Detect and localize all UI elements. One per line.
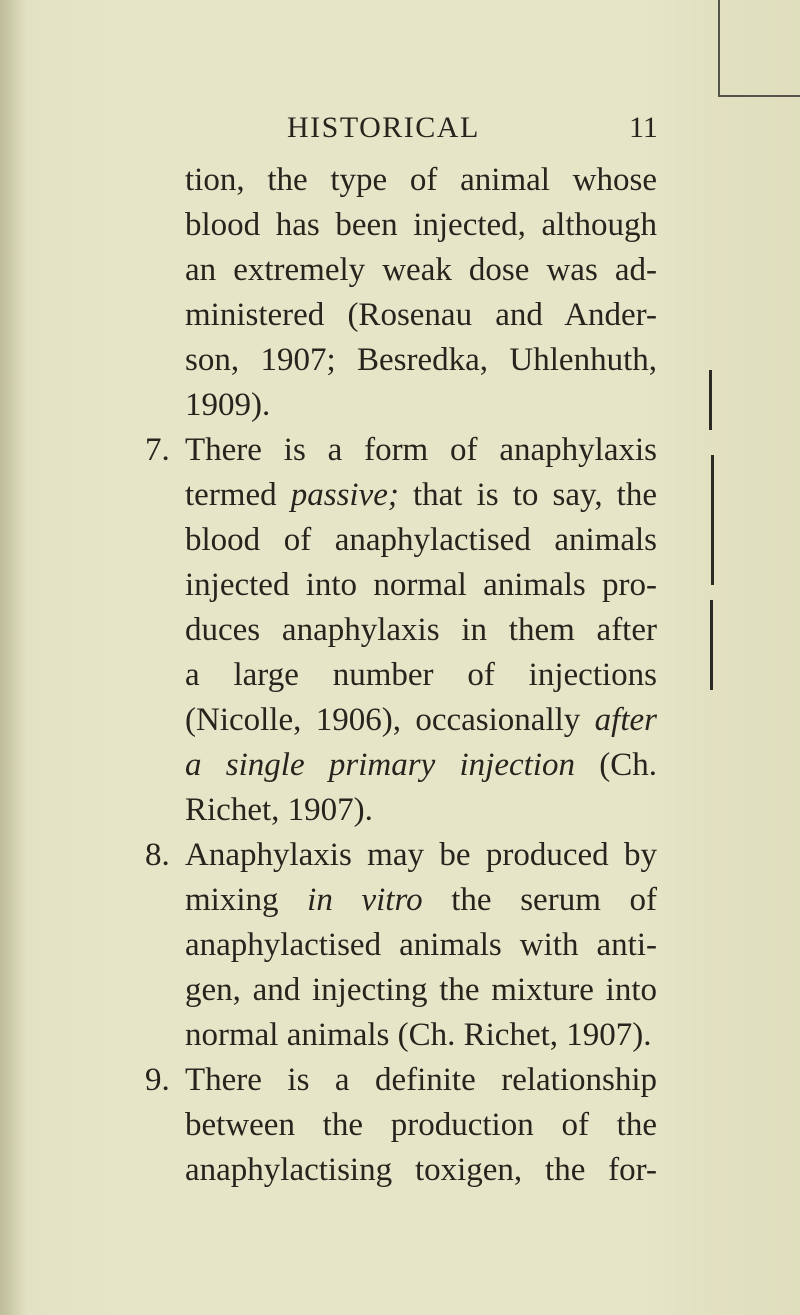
italic-term-passive: passive; — [290, 477, 399, 513]
text-line — [185, 745, 657, 785]
list-item-number: 8. — [145, 837, 170, 873]
text-line: Anaphylaxis may be produced by — [185, 837, 657, 873]
italic-phrase: a single primary injection — [185, 747, 575, 783]
text-line: tion, the type of animal whose — [185, 162, 657, 198]
text-line: an extremely weak dose was ad- — [185, 252, 657, 288]
margin-mark — [710, 600, 713, 690]
text-span: that is to say, the — [398, 477, 657, 513]
text-span: (Ch. — [574, 747, 657, 783]
text-line — [185, 700, 657, 740]
text-line: 1909). — [185, 387, 271, 423]
text-line: normal animals (Ch. Richet, 1907). — [185, 1017, 652, 1053]
italic-term-in-vitro: in vitro — [307, 882, 423, 918]
list-item-number: 9. — [145, 1062, 170, 1098]
gutter-shadow — [0, 0, 26, 1315]
text-line: duces anaphylaxis in them after — [185, 612, 657, 648]
page-title: HISTORICAL — [287, 111, 480, 144]
text-line: There is a form of anaphylaxis — [185, 432, 657, 468]
list-item-number: 7. — [145, 432, 170, 468]
text-line: blood of anaphylactised animals — [185, 522, 657, 558]
margin-mark — [711, 455, 714, 585]
text-line: anaphylactised animals with anti- — [185, 927, 657, 963]
text-line: Richet, 1907). — [185, 792, 373, 828]
text-span: (Nicolle, 1906), occasionally — [185, 702, 581, 738]
text-line: There is a definite relationship — [185, 1062, 657, 1098]
text-line: blood has been injected, although — [185, 207, 657, 243]
margin-mark — [709, 370, 712, 430]
text-line: ministered (Rosenau and Ander- — [185, 297, 657, 333]
text-line: a large number of injections — [185, 657, 657, 693]
corner-rule-horizontal — [718, 95, 800, 97]
text-span: mixing — [185, 882, 279, 918]
corner-rule-vertical — [718, 0, 720, 96]
text-line: between the production of the — [185, 1107, 657, 1143]
text-line — [185, 475, 657, 515]
text-line: injected into normal animals pro- — [185, 567, 657, 603]
italic-term-after: after — [594, 702, 657, 738]
text-line — [185, 880, 657, 920]
text-line: anaphylactising toxigen, the for- — [185, 1152, 657, 1188]
text-span: the serum of — [451, 882, 658, 918]
running-header — [0, 110, 800, 150]
text-line: son, 1907; Besredka, Uhlenhuth, — [185, 342, 657, 378]
page-number: 11 — [629, 111, 658, 144]
text-span: termed — [185, 477, 277, 513]
text-line: gen, and injecting the mixture into — [185, 972, 657, 1008]
